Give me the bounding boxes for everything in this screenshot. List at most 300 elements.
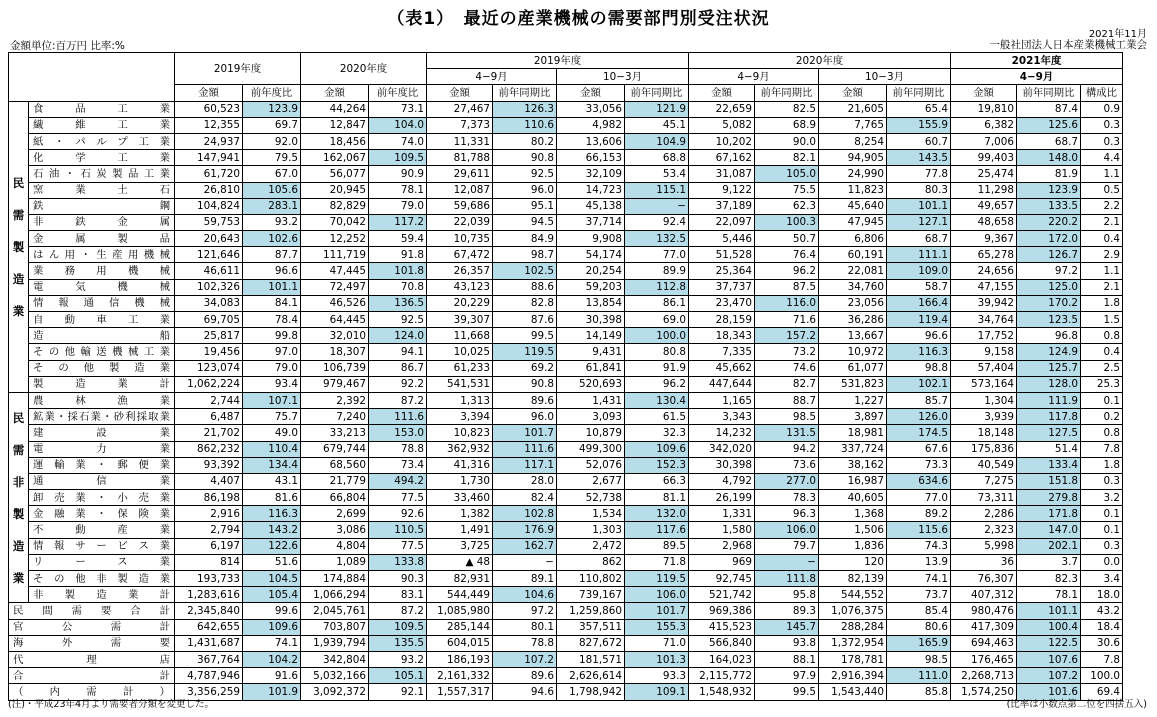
table-cell: 1.5	[1081, 312, 1123, 328]
table-cell: 0.3	[1081, 117, 1123, 133]
table-cell: 9,367	[951, 231, 1017, 247]
table-cell: 77.5	[369, 490, 427, 506]
table-cell: 121.9	[625, 101, 689, 117]
table-cell: 106,739	[301, 360, 369, 376]
table-cell: 99.5	[755, 684, 819, 700]
table-cell: 52,076	[557, 457, 625, 473]
row-label: その他製造業	[29, 360, 175, 376]
table-row	[9, 603, 1123, 619]
table-cell: 531,823	[819, 376, 887, 392]
table-cell: 47,155	[951, 279, 1017, 295]
table-row	[9, 376, 1123, 392]
table-cell: 111.0	[887, 668, 951, 684]
group-label-nonmfg: 民 需 非 製 造 業	[9, 392, 29, 602]
row-label: 情報通信機械	[29, 295, 175, 311]
table-cell: 4.4	[1081, 150, 1123, 166]
table-cell: 107.2	[493, 651, 557, 667]
table-cell: 100.0	[1081, 668, 1123, 684]
table-cell: 277.0	[755, 473, 819, 489]
table-cell: 10,823	[427, 425, 493, 441]
table-cell: 111.1	[887, 247, 951, 263]
table-cell: 23,470	[689, 295, 755, 311]
row-label: 民間需要合計	[9, 603, 175, 619]
table-cell: 96.6	[243, 263, 301, 279]
table-cell: 61,720	[175, 166, 243, 182]
table-cell: 111.8	[755, 571, 819, 587]
table-cell: 60,191	[819, 247, 887, 263]
table-cell: 0.1	[1081, 392, 1123, 408]
table-cell: 694,463	[951, 635, 1017, 651]
header-2020-apr-sep: 4−9月	[689, 69, 819, 85]
table-cell: 117.6	[625, 522, 689, 538]
table-cell: 109.1	[625, 684, 689, 700]
table-cell: 116.0	[755, 295, 819, 311]
table-cell: 17,752	[951, 328, 1017, 344]
table-row	[9, 587, 1123, 603]
row-label: 窯業土石	[29, 182, 175, 198]
table-cell: 58.7	[887, 279, 951, 295]
table-cell: 3.7	[1017, 554, 1081, 570]
table-cell: 162.7	[493, 538, 557, 554]
table-cell: 104.5	[243, 571, 301, 587]
table-cell: 82.3	[1017, 571, 1081, 587]
table-cell: 165.9	[887, 635, 951, 651]
table-cell: 54,174	[557, 247, 625, 263]
table-cell: 73.6	[755, 457, 819, 473]
table-cell: 170.2	[1017, 295, 1081, 311]
table-cell: 92.5	[369, 312, 427, 328]
table-cell: 93.2	[243, 214, 301, 230]
table-cell: 9,431	[557, 344, 625, 360]
table-cell: 2,916	[175, 506, 243, 522]
table-row	[9, 360, 1123, 376]
header-yoy-same: 前年同期比	[1017, 85, 1081, 101]
row-label: その他輸送機械工業	[29, 344, 175, 360]
table-cell: 81.1	[625, 490, 689, 506]
table-cell: 101.6	[1017, 684, 1081, 700]
header-2021-apr-sep: 4−9月	[951, 69, 1123, 85]
table-cell: 107.1	[243, 392, 301, 408]
table-cell: 220.2	[1017, 214, 1081, 230]
table-cell: 93.8	[755, 635, 819, 651]
table-cell: 96.0	[493, 182, 557, 198]
table-cell: 0.1	[1081, 506, 1123, 522]
table-cell: 2,626,614	[557, 668, 625, 684]
table-cell: 9,908	[557, 231, 625, 247]
table-cell: 7.8	[1081, 441, 1123, 457]
table-cell: 2,115,772	[689, 668, 755, 684]
table-cell: 101.7	[625, 603, 689, 619]
table-row	[9, 571, 1123, 587]
table-cell: 1,543,440	[819, 684, 887, 700]
table-cell: 78.3	[755, 490, 819, 506]
table-cell: 111.6	[493, 441, 557, 457]
table-cell: 127.1	[887, 214, 951, 230]
table-cell: 83.1	[369, 587, 427, 603]
table-cell: 969,386	[689, 603, 755, 619]
header-fy2020: 2020年度	[301, 53, 427, 85]
table-cell: 1,580	[689, 522, 755, 538]
table-cell: 61,233	[427, 360, 493, 376]
row-label: 運輸業・郵便業	[29, 457, 175, 473]
table-cell: 90.8	[493, 150, 557, 166]
table-cell: 1,089	[301, 554, 369, 570]
table-cell: 104.6	[493, 587, 557, 603]
table-cell: 814	[175, 554, 243, 570]
table-cell: 85.7	[887, 392, 951, 408]
table-cell: 107.6	[1017, 651, 1081, 667]
table-cell: 98.7	[493, 247, 557, 263]
table-cell: 99.5	[493, 328, 557, 344]
table-cell: 3.4	[1081, 571, 1123, 587]
table-cell: 59,203	[557, 279, 625, 295]
header-amount: 金額	[951, 85, 1017, 101]
table-cell: 26,810	[175, 182, 243, 198]
table-cell: 79.5	[243, 150, 301, 166]
table-cell: 130.4	[625, 392, 689, 408]
table-cell: 20,229	[427, 295, 493, 311]
table-row	[9, 263, 1123, 279]
table-cell: 18,456	[301, 133, 369, 149]
table-cell: 94.6	[493, 684, 557, 700]
table-row	[9, 538, 1123, 554]
table-cell: 59,753	[175, 214, 243, 230]
header-fy2021: 2021年度	[951, 53, 1123, 69]
row-label: 化学工業	[29, 150, 175, 166]
table-cell: 181,571	[557, 651, 625, 667]
table-cell: 36,286	[819, 312, 887, 328]
table-cell: 21,702	[175, 425, 243, 441]
table-cell: 82.4	[493, 490, 557, 506]
table-cell: 25,817	[175, 328, 243, 344]
table-cell: 79.0	[369, 198, 427, 214]
table-cell: 23,056	[819, 295, 887, 311]
table-cell: 45,662	[689, 360, 755, 376]
table-cell: 98.8	[887, 360, 951, 376]
table-row	[9, 651, 1123, 667]
table-cell: 20,945	[301, 182, 369, 198]
table-cell: 112.8	[625, 279, 689, 295]
table-cell: 101.7	[493, 425, 557, 441]
table-cell: 2,323	[951, 522, 1017, 538]
table-cell: 2,268,713	[951, 668, 1017, 684]
header-yoy: 前年度比	[369, 85, 427, 101]
table-cell: 96.8	[1017, 328, 1081, 344]
table-cell: 1.1	[1081, 166, 1123, 182]
table-cell: 153.0	[369, 425, 427, 441]
unit-label: 金額単位:百万円 比率:%	[10, 40, 125, 52]
table-cell: 45.1	[625, 117, 689, 133]
table-cell: 6,197	[175, 538, 243, 554]
table-cell: 66.3	[625, 473, 689, 489]
table-cell: 132.0	[625, 506, 689, 522]
header-yoy-same: 前年同期比	[755, 85, 819, 101]
table-cell: 18,307	[301, 344, 369, 360]
table-cell: 49.0	[243, 425, 301, 441]
table-cell: 121,646	[175, 247, 243, 263]
table-cell: 1,066,294	[301, 587, 369, 603]
table-cell: 19,810	[951, 101, 1017, 117]
table-cell: 126.3	[493, 101, 557, 117]
table-cell: 100.4	[1017, 619, 1081, 635]
table-cell: 827,672	[557, 635, 625, 651]
table-cell: 1,372,954	[819, 635, 887, 651]
table-cell: 12,087	[427, 182, 493, 198]
table-row	[9, 490, 1123, 506]
table-row	[9, 441, 1123, 457]
table-cell: 86.7	[369, 360, 427, 376]
table-cell: 28,159	[689, 312, 755, 328]
table-cell: −	[755, 554, 819, 570]
table-cell: 21,779	[301, 473, 369, 489]
table-cell: 1,836	[819, 538, 887, 554]
table-cell: 82.1	[755, 150, 819, 166]
table-cell: 94.5	[493, 214, 557, 230]
table-cell: 342,020	[689, 441, 755, 457]
row-label: 自動車工業	[29, 312, 175, 328]
table-cell: 1,076,375	[819, 603, 887, 619]
table-cell: 10,202	[689, 133, 755, 149]
table-cell: 84.9	[493, 231, 557, 247]
table-cell: 8,254	[819, 133, 887, 149]
table-row	[9, 668, 1123, 684]
table-cell: 2,677	[557, 473, 625, 489]
table-cell: 7,335	[689, 344, 755, 360]
header-yoy-same: 前年同期比	[887, 85, 951, 101]
table-cell: 75.7	[243, 409, 301, 425]
table-cell: 109.0	[887, 263, 951, 279]
table-cell: 22,039	[427, 214, 493, 230]
table-cell: 151.8	[1017, 473, 1081, 489]
table-cell: 47,445	[301, 263, 369, 279]
table-cell: 6,487	[175, 409, 243, 425]
header-amount: 金額	[819, 85, 887, 101]
table-cell: 14,723	[557, 182, 625, 198]
table-cell: 78.4	[243, 312, 301, 328]
table-cell: 25,474	[951, 166, 1017, 182]
table-row	[9, 231, 1123, 247]
table-cell: 133.4	[1017, 457, 1081, 473]
table-row	[9, 150, 1123, 166]
table-cell: 162,067	[301, 150, 369, 166]
table-cell: 97.0	[243, 344, 301, 360]
table-cell: 100.0	[625, 328, 689, 344]
table-cell: 78.8	[493, 635, 557, 651]
table-cell: 85.4	[887, 603, 951, 619]
row-label: 非鉄金属	[29, 214, 175, 230]
table-cell: 2.2	[1081, 198, 1123, 214]
table-cell: 6,806	[819, 231, 887, 247]
table-cell: 66,153	[557, 150, 625, 166]
table-cell: 102.6	[243, 231, 301, 247]
table-cell: 157.2	[755, 328, 819, 344]
table-cell: 0.9	[1081, 101, 1123, 117]
table-cell: 119.4	[887, 312, 951, 328]
table-cell: 43.1	[243, 473, 301, 489]
table-cell: 27,467	[427, 101, 493, 117]
table-cell: 82.7	[755, 376, 819, 392]
table-cell: 82,931	[427, 571, 493, 587]
table-cell: 3.2	[1081, 490, 1123, 506]
table-cell: 99.6	[243, 603, 301, 619]
header-amount: 金額	[689, 85, 755, 101]
table-cell: 40,549	[951, 457, 1017, 473]
table-cell: 604,015	[427, 635, 493, 651]
table-cell: 128.0	[1017, 376, 1081, 392]
table-cell: 96.6	[887, 328, 951, 344]
table-cell: 174,884	[301, 571, 369, 587]
table-cell: 111.6	[369, 409, 427, 425]
header-corner	[9, 53, 175, 102]
table-cell: 10,735	[427, 231, 493, 247]
table-cell: 862	[557, 554, 625, 570]
table-cell: 89.9	[625, 263, 689, 279]
report-date: 2021年11月	[1088, 29, 1147, 40]
table-cell: 87.4	[1017, 101, 1081, 117]
table-cell: 288,284	[819, 619, 887, 635]
rounding-note: (比率は小数点第二位を四捨五入)	[1006, 699, 1147, 710]
table-cell: 1,313	[427, 392, 493, 408]
table-cell: 95.8	[755, 587, 819, 603]
table-cell: 166.4	[887, 295, 951, 311]
table-cell: 45,640	[819, 198, 887, 214]
table-cell: 90.3	[369, 571, 427, 587]
table-cell: 127.5	[1017, 425, 1081, 441]
table-cell: 13,667	[819, 328, 887, 344]
table-cell: 88.6	[493, 279, 557, 295]
table-cell: 116.3	[887, 344, 951, 360]
table-cell: 10,972	[819, 344, 887, 360]
table-cell: 71.6	[755, 312, 819, 328]
table-cell: 61.5	[625, 409, 689, 425]
row-label: 造船	[29, 328, 175, 344]
table-cell: 87.6	[493, 312, 557, 328]
table-cell: 80.8	[625, 344, 689, 360]
table-cell: 67,472	[427, 247, 493, 263]
table-cell: 155.3	[625, 619, 689, 635]
table-cell: 96.0	[493, 409, 557, 425]
table-cell: 104.9	[625, 133, 689, 149]
table-cell: 3,939	[951, 409, 1017, 425]
table-cell: 22,659	[689, 101, 755, 117]
table-cell: 115.1	[625, 182, 689, 198]
table-cell: 24,990	[819, 166, 887, 182]
table-cell: 739,167	[557, 587, 625, 603]
table-cell: 50.7	[755, 231, 819, 247]
table-cell: 87.2	[369, 392, 427, 408]
table-cell: 105.4	[243, 587, 301, 603]
table-cell: 106.0	[755, 522, 819, 538]
table-cell: 67,162	[689, 150, 755, 166]
table-cell: 541,531	[427, 376, 493, 392]
table-cell: 59.4	[369, 231, 427, 247]
table-cell: 13,854	[557, 295, 625, 311]
table-cell: 96.2	[755, 263, 819, 279]
row-label: 農林漁業	[29, 392, 175, 408]
table-cell: 69.7	[243, 117, 301, 133]
table-cell: 1,283,616	[175, 587, 243, 603]
table-cell: 447,644	[689, 376, 755, 392]
table-cell: 94.2	[755, 441, 819, 457]
table-cell: 407,312	[951, 587, 1017, 603]
table-cell: 69.0	[625, 312, 689, 328]
table-cell: 3,394	[427, 409, 493, 425]
table-cell: 13,606	[557, 133, 625, 149]
table-cell: 1,165	[689, 392, 755, 408]
table-cell: 111,719	[301, 247, 369, 263]
table-cell: 566,840	[689, 635, 755, 651]
header-yoy-same: 前年同期比	[625, 85, 689, 101]
table-cell: 133.5	[1017, 198, 1081, 214]
table-cell: 109.5	[369, 619, 427, 635]
group-label-mfg: 民 需 製 造 業	[9, 101, 29, 392]
table-cell: 28.0	[493, 473, 557, 489]
table-cell: 68.7	[1017, 133, 1081, 149]
table-cell: 97.2	[493, 603, 557, 619]
table-cell: 7,373	[427, 117, 493, 133]
table-row	[9, 214, 1123, 230]
header-amount: 金額	[301, 85, 369, 101]
table-cell: 62.3	[755, 198, 819, 214]
table-cell: 38,162	[819, 457, 887, 473]
table-cell: 979,467	[301, 376, 369, 392]
table-cell: 147,941	[175, 150, 243, 166]
row-label: 金融業・保険業	[29, 506, 175, 522]
table-cell: 33,460	[427, 490, 493, 506]
table-cell: 81.9	[1017, 166, 1081, 182]
table-cell: 101.9	[243, 684, 301, 700]
header-2019-apr-sep: 4−9月	[427, 69, 557, 85]
table-cell: 89.2	[887, 506, 951, 522]
table-cell: 1.1	[1081, 263, 1123, 279]
table-cell: 2,794	[175, 522, 243, 538]
table-cell: 1,227	[819, 392, 887, 408]
table-cell: 89.1	[493, 571, 557, 587]
table-cell: 77.0	[887, 490, 951, 506]
table-cell: 67.0	[243, 166, 301, 182]
table-cell: 115.6	[887, 522, 951, 538]
table-cell: 3,093	[557, 409, 625, 425]
table-cell: 26,357	[427, 263, 493, 279]
table-cell: 117.2	[369, 214, 427, 230]
table-cell: 47,945	[819, 214, 887, 230]
table-cell: 34,083	[175, 295, 243, 311]
table-cell: 26,199	[689, 490, 755, 506]
table-cell: 3,343	[689, 409, 755, 425]
table-cell: 104.0	[369, 117, 427, 133]
table-cell: 10,025	[427, 344, 493, 360]
table-cell: 1,557,317	[427, 684, 493, 700]
table-cell: 102.8	[493, 506, 557, 522]
table-cell: 71.8	[625, 554, 689, 570]
table-cell: 73.1	[369, 101, 427, 117]
row-label: リース業	[29, 554, 175, 570]
table-cell: 3,356,259	[175, 684, 243, 700]
table-cell: 14,149	[557, 328, 625, 344]
table-cell: 125.6	[1017, 117, 1081, 133]
table-cell: 18.0	[1081, 587, 1123, 603]
table-row	[9, 409, 1123, 425]
table-cell: 18.4	[1081, 619, 1123, 635]
table-cell: 80.1	[493, 619, 557, 635]
header-amount: 金額	[175, 85, 243, 101]
table-cell: 124.0	[369, 328, 427, 344]
table-cell: 520,693	[557, 376, 625, 392]
table-cell: 19,456	[175, 344, 243, 360]
table-cell: 34,760	[819, 279, 887, 295]
table-cell: 80.3	[887, 182, 951, 198]
header-2020-oct-mar: 10−3月	[819, 69, 951, 85]
